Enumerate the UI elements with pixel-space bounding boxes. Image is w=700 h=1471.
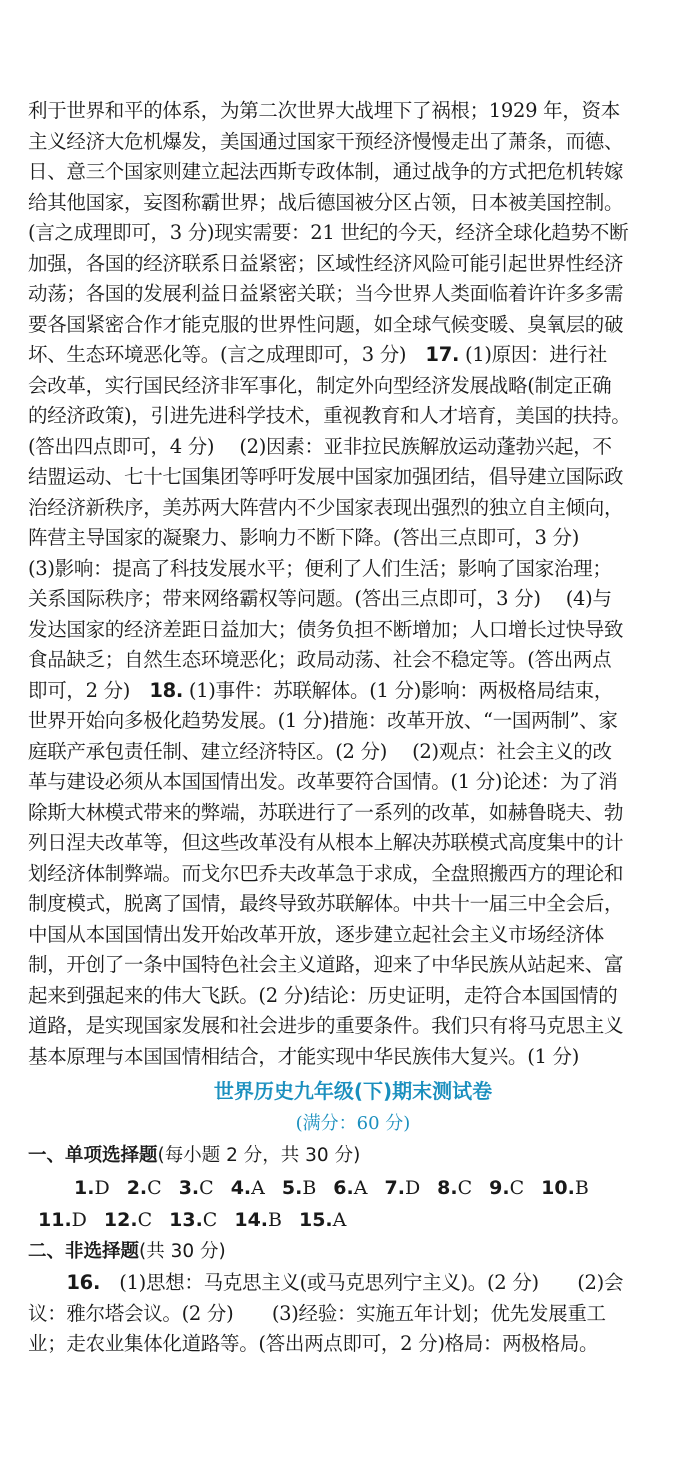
- text-line: [28, 218, 678, 249]
- text-line: [28, 279, 678, 310]
- text-segment: 即可，2 分): [28, 678, 150, 702]
- answer-letter: C: [199, 1177, 214, 1199]
- answer-letter: C: [137, 1209, 153, 1231]
- text-segment: 日、意三个国家则建立起法西斯专政体制，通过战争的方式把危机转嫁: [28, 160, 624, 183]
- text-line: [28, 401, 678, 432]
- text-segment: 起来到强起来的伟大飞跃。(2 分)结论：历史证明，走符合本国国情的: [28, 983, 618, 1007]
- text-segment: 关系国际秩序；带来网络霸权等问题。(答出三点即可，3 分) (4)与: [28, 587, 612, 610]
- text-segment: 动荡；各国的发展利益日益紧密关联；当今世界人类面临着许许多多需: [28, 282, 624, 305]
- answer-letter: D: [404, 1177, 421, 1199]
- question-number: 15.: [298, 1209, 333, 1231]
- answer-row: [28, 1204, 678, 1236]
- text-line: [28, 249, 678, 280]
- answer-letter: C: [509, 1177, 525, 1199]
- choice-answer: [179, 1172, 214, 1204]
- answer-letter: A: [251, 1177, 265, 1199]
- text-segment: 坏、生态环境恶化等。(言之成理即可，3 分): [28, 343, 426, 366]
- question-number: 6.: [333, 1177, 354, 1199]
- answer-letter: C: [457, 1177, 473, 1199]
- choice-answer: [541, 1172, 589, 1204]
- text-line: [28, 1329, 678, 1360]
- text-line: [28, 493, 678, 524]
- question-number: 1.: [74, 1177, 95, 1199]
- page-content: [28, 96, 678, 1360]
- exam-full-score: (满分：60 分): [295, 1113, 411, 1134]
- text-segment: (1)事件：苏联解体。(1 分)影响：两极格局结束，: [182, 678, 614, 702]
- question-number: 3.: [178, 1177, 200, 1199]
- choice-answer: [127, 1172, 162, 1204]
- text-line: [28, 889, 678, 920]
- choice-answer: [282, 1172, 316, 1204]
- answer-letter: D: [94, 1177, 110, 1199]
- text-segment: 中国从本国国情出发开始改革开放，逐步建立起社会主义市场经济体: [28, 922, 605, 946]
- text-line: [28, 920, 678, 951]
- text-segment: 世界开始向多极化趋势发展。(1 分)措施：改革开放、“一国两制”、家: [28, 709, 618, 732]
- section-multiple-choice-heading: [28, 1140, 678, 1172]
- text-line: [28, 676, 678, 707]
- text-line: [28, 188, 678, 219]
- text-segment: 的经济政策)，引进先进科学技术，重视教育和人才培育，美国的扶持。: [28, 404, 631, 427]
- text-line: [28, 127, 678, 158]
- text-line: [28, 462, 678, 493]
- choice-answer: [489, 1172, 524, 1204]
- text-line: [28, 706, 678, 737]
- question-number: 14.: [234, 1209, 269, 1231]
- question-number: 17.: [425, 343, 460, 366]
- text-segment: 列日涅夫改革等，但这些改革没有从根本上解决苏联模式高度集中的计: [28, 831, 624, 854]
- text-line: [28, 523, 678, 554]
- text-segment: (1)思想：马克思主义(或马克思列宁主义)。(2 分) (2)会: [100, 1271, 624, 1294]
- choice-answer: [38, 1204, 87, 1236]
- text-segment: [28, 1271, 66, 1294]
- answer-body-text: [28, 96, 678, 1072]
- question-number: 9.: [489, 1177, 510, 1199]
- text-line: [28, 767, 678, 798]
- question-number: 4.: [230, 1177, 252, 1199]
- answer-row: [28, 1172, 678, 1204]
- text-segment: 治经济新秩序，美苏两大阵营内不少国家表现出强烈的独立自主倾向，: [28, 495, 624, 519]
- choice-answer: [169, 1204, 217, 1236]
- non-choice-answers: [28, 1268, 678, 1360]
- text-segment: 革与建设必须从本国国情出发。改革要符合国情。(1 分)论述：为了消: [28, 770, 618, 793]
- text-line: [28, 310, 678, 341]
- answer-letter: C: [147, 1177, 162, 1199]
- text-segment: 阵营主导国家的凝聚力、影响力不断下降。(答出三点即可，3 分): [28, 526, 580, 549]
- text-line: [28, 1299, 678, 1330]
- answer-letter: B: [574, 1177, 589, 1199]
- answer-letter: C: [202, 1209, 218, 1231]
- text-line: [28, 645, 678, 676]
- choice-answer: [384, 1172, 420, 1204]
- text-line: [28, 615, 678, 646]
- text-line: [28, 737, 678, 768]
- text-segment: 要各国紧密合作才能克服的世界性问题，如全球气候变暖、臭氧层的破: [28, 312, 624, 336]
- text-segment: (答出四点即可，4 分) (2)因素：亚非拉民族解放运动蓬勃兴起，不: [28, 434, 612, 458]
- section-note: (共 30 分): [139, 1241, 226, 1262]
- text-segment: 利于世界和平的体系，为第二次世界大战埋下了祸根；1929 年，资本: [28, 99, 620, 122]
- text-segment: 制度模式，脱离了国情，最终导致苏联解体。中共十一届三中全会后，: [28, 892, 624, 915]
- choice-answer: [74, 1172, 110, 1204]
- text-line: [28, 371, 678, 402]
- text-segment: 给其他国家，妄图称霸世界；战后德国被分区占领，日本被美国控制。: [28, 190, 624, 214]
- text-line: [28, 157, 678, 188]
- section-note: (每小题 2 分，共 30 分): [157, 1145, 361, 1166]
- text-line: [28, 798, 678, 829]
- choice-answer: [333, 1172, 367, 1204]
- text-segment: 基本原理与本国国情相结合，才能实现中华民族伟大复兴。(1 分): [28, 1044, 580, 1068]
- text-line: [28, 432, 678, 463]
- question-number: 18.: [149, 678, 183, 702]
- question-number: 5.: [281, 1177, 303, 1199]
- text-segment: 会改革，实行国民经济非军事化，制定外向型经济发展战略(制定正确: [28, 373, 612, 397]
- text-segment: (1)原因：进行社: [459, 343, 607, 366]
- text-segment: 制，开创了一条中国特色社会主义道路，迎来了中华民族从站起来、富: [28, 953, 624, 976]
- text-segment: 议：雅尔塔会议。(2 分) (3)经验：实施五年计划；优先发展重工: [28, 1301, 606, 1325]
- text-segment: (3)影响：提高了科技发展水平；便利了人们生活；影响了国家治理；: [28, 556, 612, 580]
- text-segment: 除斯大林模式带来的弊端，苏联进行了一系列的改革，如赫鲁晓夫、勃: [28, 800, 624, 824]
- question-number: 11.: [38, 1209, 72, 1231]
- answer-letter: B: [302, 1177, 317, 1199]
- choice-answer: [299, 1204, 346, 1236]
- answer-letter: D: [71, 1209, 87, 1231]
- text-segment: (言之成理即可，3 分)现实需要：21 世纪的今天，经济全球化趋势不断: [28, 221, 629, 244]
- choice-answer: [104, 1204, 152, 1236]
- text-line: [28, 1268, 678, 1299]
- question-number: 13.: [169, 1209, 203, 1231]
- text-line: [28, 859, 678, 890]
- answer-letter: A: [332, 1209, 347, 1231]
- text-segment: 业；走农业集体化道路等。(答出两点即可，2 分)格局：两极格局。: [28, 1332, 599, 1355]
- text-segment: 食品缺乏；自然生态环境恶化；政局动荡、社会不稳定等。(答出两点: [28, 648, 612, 671]
- text-line: [28, 981, 678, 1012]
- text-line: [28, 828, 678, 859]
- question-number: 8.: [437, 1177, 458, 1199]
- text-segment: 划经济体制弊端。而戈尔巴乔夫改革急于求成，全盘照搬西方的理论和: [28, 861, 624, 885]
- question-number: 10.: [541, 1177, 575, 1199]
- question-number: 7.: [384, 1177, 405, 1199]
- text-segment: 庭联产承包责任制、建立经济特区。(2 分) (2)观点：社会主义的改: [28, 739, 612, 763]
- text-line: [28, 1011, 678, 1042]
- choice-answer: [437, 1172, 472, 1204]
- exam-title: 世界历史九年级(下)期末测试卷: [213, 1079, 493, 1103]
- text-line: [28, 584, 678, 615]
- question-number: 2.: [126, 1177, 148, 1199]
- text-segment: 主义经济大危机爆发，美国通过国家干预经济慢慢走出了萧条，而德、: [28, 129, 624, 153]
- text-segment: 加强，各国的经济联系日益紧密；区域性经济风险可能引起世界性经济: [28, 251, 624, 275]
- text-line: [28, 340, 678, 371]
- section-title: 一、单项选择题: [28, 1145, 158, 1166]
- section-title: 二、非选择题: [28, 1241, 140, 1262]
- text-line: [28, 950, 678, 981]
- choice-answer: [231, 1172, 265, 1204]
- text-line: [28, 1042, 678, 1073]
- section-non-choice-heading: [28, 1236, 678, 1268]
- question-number: 12.: [103, 1209, 138, 1231]
- text-segment: 结盟运动、七十七国集团等呼吁发展中国家加强团结，倡导建立国际政: [28, 465, 624, 488]
- text-line: [28, 96, 678, 127]
- answer-letter: A: [353, 1177, 368, 1199]
- choice-answer: [234, 1204, 282, 1236]
- text-segment: 道路，是实现国家发展和社会进步的重要条件。我们只有将马克思主义: [28, 1014, 624, 1037]
- text-segment: 发达国家的经济差距日益加大；债务负担不断增加；人口增长过快导致: [28, 617, 624, 641]
- answer-letter: B: [268, 1209, 282, 1231]
- text-line: [28, 554, 678, 585]
- question-number: 16.: [66, 1271, 101, 1294]
